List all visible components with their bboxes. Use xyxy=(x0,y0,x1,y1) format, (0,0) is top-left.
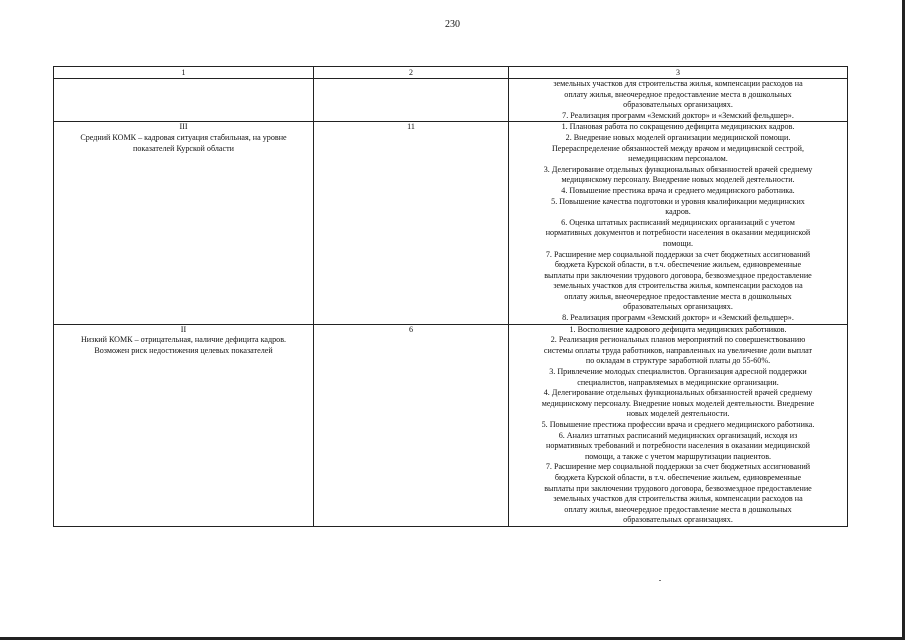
level-description-line: показателей Курской области xyxy=(133,143,234,153)
level-cell xyxy=(54,79,314,122)
level-description-line: Средний КОМК – кадровая ситуация стабильная, на уровне xyxy=(80,132,287,142)
measure-line: новых моделей деятельности. xyxy=(626,409,730,419)
level-number: III xyxy=(179,122,188,132)
measures-cell xyxy=(509,79,848,122)
page-number: 230 xyxy=(445,19,460,30)
count-value: 11 xyxy=(407,122,415,132)
count-cell xyxy=(314,79,509,122)
measures-cell xyxy=(509,324,848,526)
measure-line: 4. Повышение престижа врача и среднего медицинского работника. xyxy=(561,185,795,195)
table-row xyxy=(54,324,848,526)
column-header-1: 1 xyxy=(54,67,314,79)
measure-line: 7. Расширение мер социальной поддержки за счет бюджетных ассигнований xyxy=(545,249,811,259)
measure-line: 2. Реализация региональных планов мероприятий по совершенствованию xyxy=(550,335,806,345)
scan-speck xyxy=(659,580,661,581)
count-cell xyxy=(314,122,509,324)
level-description-line: Возможен риск недостижения целевых показателей xyxy=(94,345,273,355)
level-number: II xyxy=(180,324,187,334)
measure-line: бюджета Курской области, в т.ч. обеспечение жильем, единовременные xyxy=(554,472,802,482)
measure-line: 3. Привлечение молодых специалистов. Организация адресной поддержки xyxy=(549,367,807,377)
measure-line: 7. Реализация программ «Земский доктор» и «Земский фельдшер». xyxy=(562,110,794,120)
measure-line: Перераспределение обязанностей между врачом и медицинской сестрой, xyxy=(551,143,805,153)
measure-line: медицинскому персоналу. Внедрение новых моделей деятельности. xyxy=(561,175,795,185)
measure-line: выплаты при заключении трудового договора, безвозмездное предоставление xyxy=(544,483,812,493)
measure-line: медицинскому персоналу. Внедрение новых моделей деятельности. Внедрение xyxy=(541,398,815,408)
measure-line: нормативных документов и потребности населения в оказании медицинской xyxy=(545,228,811,238)
measure-line: 4. Делегирование отдельных функциональных обязанностей врачей среднему xyxy=(543,388,813,398)
measure-line: 1. Восполнение кадрового дефицита медицинских работников. xyxy=(569,324,787,334)
measure-line: выплаты при заключении трудового договора, безвозмездное предоставление xyxy=(544,270,812,280)
measure-line: 5. Повышение качества подготовки и уровня квалификации медицинских xyxy=(551,196,805,206)
measures-cell xyxy=(509,122,848,324)
measure-line: специалистов, направляемых в медицинские организации. xyxy=(577,377,779,387)
measure-line: образовательных организациях. xyxy=(623,515,733,525)
level-description-line: Низкий КОМК – отрицательная, наличие дефицита кадров. xyxy=(80,335,287,345)
measure-line: 8. Реализация программ «Земский доктор» и «Земский фельдшер». xyxy=(562,313,794,323)
measure-line: помощи, а также с учетом маршрутизации пациентов. xyxy=(584,451,772,461)
measure-line: 6. Оценка штатных расписаний медицинских организаций с учетом xyxy=(561,217,795,227)
measure-line: оплату жилья, внеочередное предоставление места в дошкольных xyxy=(564,504,792,514)
measure-line: образовательных организациях. xyxy=(623,100,733,110)
count-value: 6 xyxy=(408,324,414,334)
measure-line: образовательных организациях. xyxy=(623,302,733,312)
measure-line: оплату жилья, внеочередное предоставление места в дошкольных xyxy=(564,89,792,99)
measure-line: немедицинским персоналом. xyxy=(628,154,728,164)
measure-line: оплату жилья, внеочередное предоставление места в дошкольных xyxy=(564,291,792,301)
count-cell xyxy=(314,324,509,526)
table-row xyxy=(54,122,848,324)
measure-line: земельных участков для строительства жилья, компенсации расходов на xyxy=(553,79,803,88)
measure-line: 7. Расширение мер социальной поддержки за счет бюджетных ассигнований xyxy=(545,462,811,472)
level-cell xyxy=(54,324,314,526)
column-header-2: 2 xyxy=(314,67,509,79)
measure-line: по окладам в структуре заработной платы до 55-60%. xyxy=(585,356,771,366)
measure-line: земельных участков для строительства жилья, компенсации расходов на xyxy=(553,494,803,504)
measure-line: 1. Плановая работа по сокращению дефицита медицинских кадров. xyxy=(561,122,795,132)
level-cell xyxy=(54,122,314,324)
measure-line: 3. Делегирование отдельных функциональных обязанностей врачей среднему xyxy=(543,164,813,174)
measure-line: 5. Повышение престижа профессии врача и среднего медицинского работника. xyxy=(541,420,815,429)
measure-line: помощи. xyxy=(663,238,693,248)
measures-table xyxy=(53,66,848,527)
measure-line: кадров. xyxy=(665,207,691,217)
column-header-3: 3 xyxy=(509,67,848,79)
table-header-row xyxy=(54,67,848,79)
measure-line: земельных участков для строительства жилья, компенсации расходов на xyxy=(553,281,803,291)
table-row xyxy=(54,79,848,122)
measure-line: системы оплаты труда работников, направленных на увеличение доли выплат xyxy=(543,345,813,355)
measure-line: бюджета Курской области, в т.ч. обеспечение жильем, единовременные xyxy=(554,260,802,270)
measure-line: нормативных требований и потребности населения в оказании медицинской xyxy=(545,441,811,451)
measure-line: 6. Анализ штатных расписаний медицинских организаций, исходя из xyxy=(558,430,798,440)
measure-line: 2. Внедрение новых моделей организации медицинской помощи. xyxy=(565,132,791,142)
